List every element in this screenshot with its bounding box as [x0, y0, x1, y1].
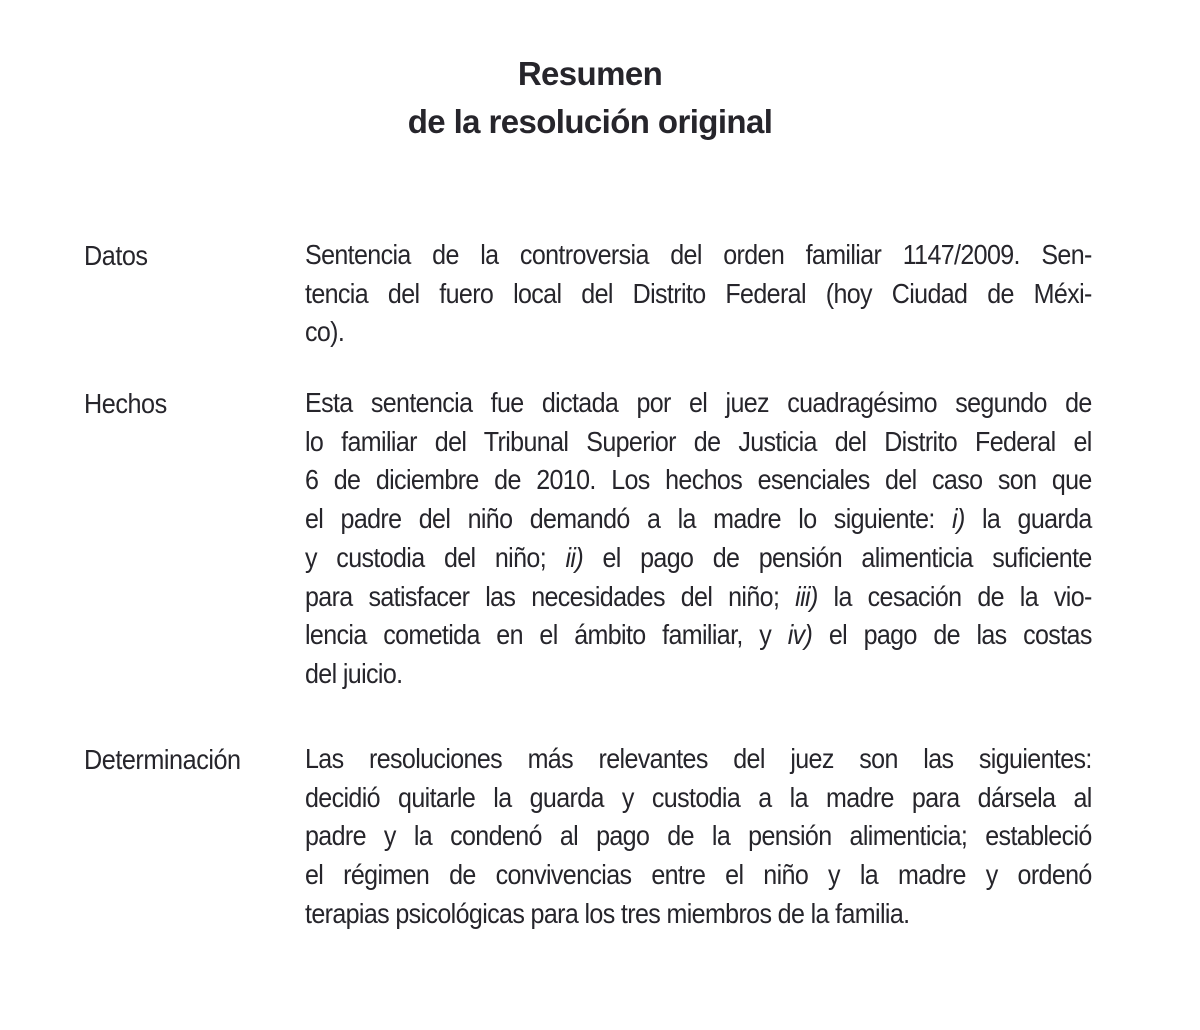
- text-run: el padre del niño demandó a la madre lo siguiente:: [305, 503, 953, 535]
- paragraph-line: co).: [305, 316, 345, 348]
- paragraph-line: decidió quitarle la guarda y custodia a la madre para dársela al: [305, 781, 1092, 813]
- paragraph-line: el régimen de convivencias entre el niño y la madre y ordenó: [305, 859, 1092, 891]
- paragraph-line: [305, 539, 1092, 578]
- text-run: y custodia del niño;: [305, 541, 566, 573]
- text-run: el pago de pensión alimenticia suficiente: [583, 541, 1092, 573]
- paragraph-line: padre y la condenó al pago de la pensión alimenticia; estableció: [305, 820, 1092, 852]
- paragraph-line: [305, 500, 1092, 539]
- enumerator-italic: iv): [787, 619, 813, 651]
- text-run: lencia cometida en el ámbito familiar, y: [305, 619, 788, 651]
- paragraph-line: lo familiar del Tribunal Superior de Justicia del Distrito Federal el: [305, 425, 1092, 457]
- page-title: [0, 50, 1180, 146]
- enumerator-italic: i): [952, 503, 965, 535]
- paragraph-line: terapias psicológicas para los tres miembros de la familia.: [305, 897, 910, 929]
- text-run: la guarda: [964, 503, 1092, 535]
- paragraph-line: [305, 578, 1092, 617]
- title-line-2: de la resolución original: [407, 103, 773, 140]
- section-body: [305, 236, 1092, 352]
- text-run: la cesación de la vio-: [817, 580, 1092, 612]
- paragraph-line: del juicio.: [305, 657, 403, 689]
- text-run: para satisfacer las necesidades del niño;: [305, 580, 796, 612]
- enumerator-italic: iii): [795, 580, 818, 612]
- enumerator-italic: ii): [565, 541, 584, 573]
- section-label: Hechos: [84, 388, 167, 419]
- paragraph-line: [305, 616, 1092, 655]
- paragraph-line: 6 de diciembre de 2010. Los hechos esenciales del caso son que: [305, 464, 1092, 496]
- title-line-1: Resumen: [517, 55, 663, 92]
- paragraph-line: Las resoluciones más relevantes del juez son las siguientes:: [305, 743, 1092, 774]
- section-label: Determinación: [84, 744, 241, 775]
- section-label: Datos: [84, 240, 148, 271]
- section-body: [305, 384, 1092, 694]
- paragraph-line: tencia del fuero local del Distrito Federal (hoy Ciudad de Méxi-: [305, 277, 1092, 309]
- text-run: el pago de las costas: [812, 619, 1092, 651]
- section-body: [305, 740, 1092, 934]
- paragraph-line: Esta sentencia fue dictada por el juez cuadragésimo segundo de: [305, 387, 1092, 418]
- paragraph-line: Sentencia de la controversia del orden familiar 1147/2009. Sen-: [305, 239, 1092, 270]
